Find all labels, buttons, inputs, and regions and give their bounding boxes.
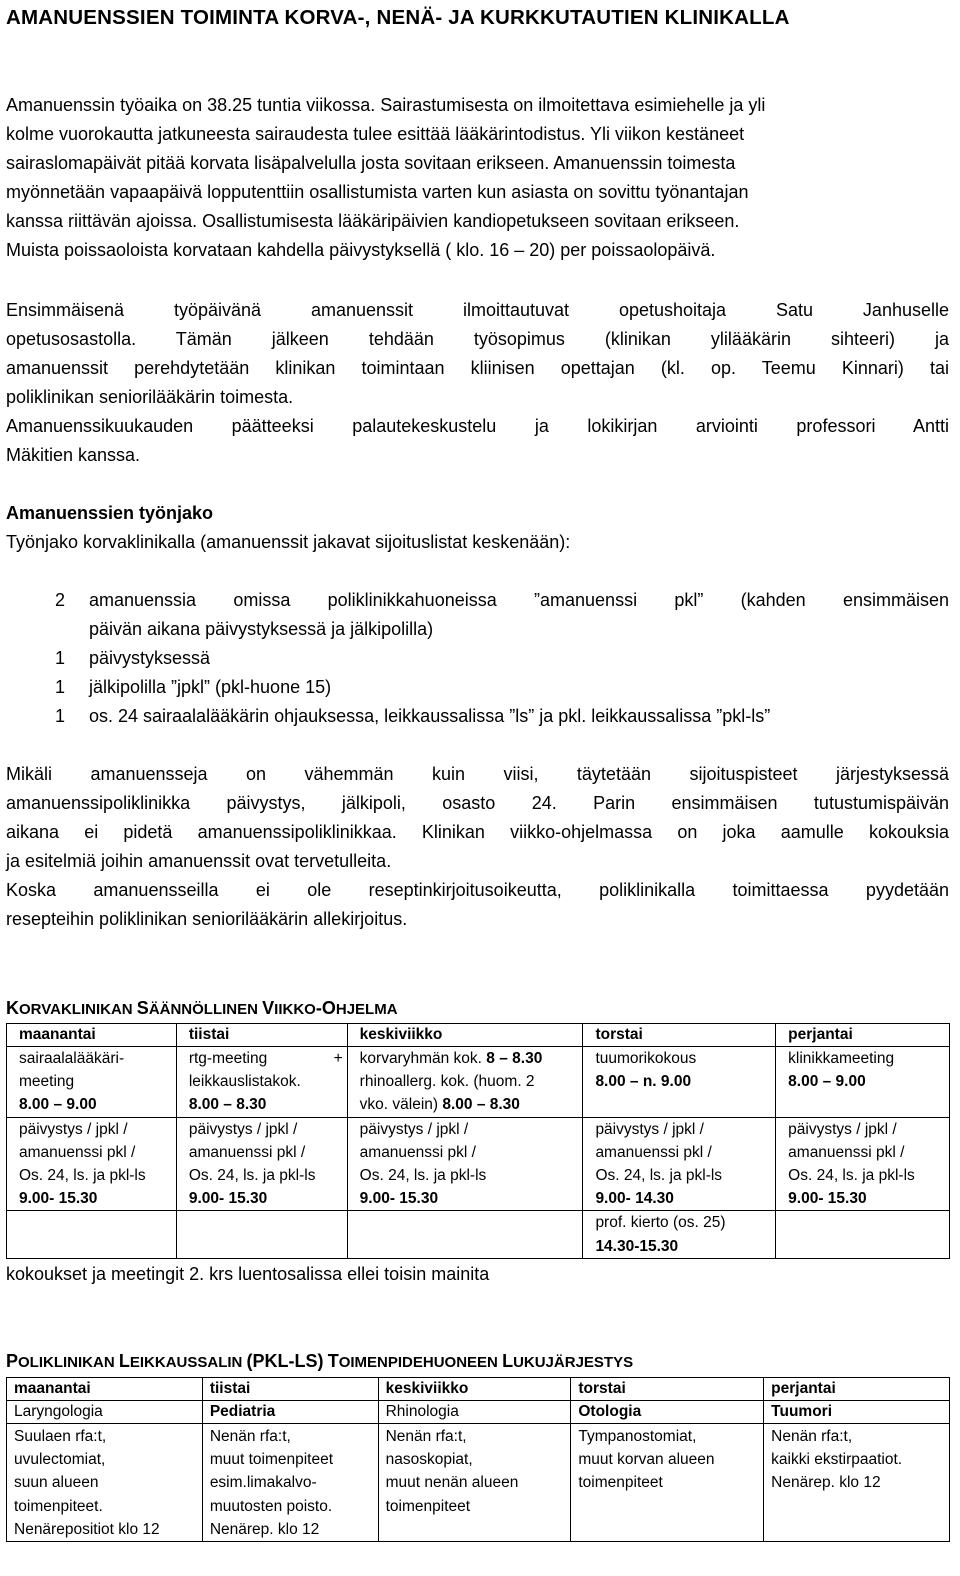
text-line: opetusosastolla. Tämän jälkeen tehdään työsopimus (klinikan ylilääkärin sihteeri) ja [6, 329, 949, 349]
cell-line: amanuenssi pkl / [788, 1143, 905, 1161]
title-initial: K [6, 998, 19, 1018]
cell-text: rtg-meeting [188, 1050, 268, 1067]
cell-line: 9.00- 15.30 [188, 1190, 268, 1208]
list-item-text [89, 673, 949, 702]
text-line: amanuenssit perehdytetään klinikan toimintaan kliinisen opettajan (kl. op. Teemu Kinnari) tai [6, 358, 949, 378]
list-item-count: 1 [55, 706, 66, 726]
specialty-cell: Otologia [571, 1401, 764, 1424]
schedule-cell [583, 1047, 776, 1118]
cell-line: klinikkameeting [788, 1050, 895, 1067]
cell-line: Suulaen rfa:t, [14, 1428, 107, 1445]
text-line: sairaslomapäivät pitää korvata lisäpalvelulla josta sovitaan erikseen. Amanuenssin toimesta [6, 153, 736, 173]
schedule-cell [583, 1117, 776, 1211]
weekly-schedule-title [6, 998, 398, 1019]
schedule-cell [347, 1047, 583, 1118]
list-item-text [89, 702, 949, 731]
title-initial: (PKL-LS) [246, 1351, 324, 1371]
cell-line [360, 1047, 579, 1070]
text-line: myönnetään vapaapäivä lopputenttiin osallistumista varten kun asiasta on sovittu työnantajan [6, 182, 749, 202]
list-item [55, 586, 949, 644]
title-word [327, 1351, 498, 1371]
cell-line: päivystys / jpkl / [595, 1120, 704, 1138]
cell-line: päivystys / jpkl / [359, 1120, 469, 1138]
cell-line: Os. 24, ls. ja pkl-ls [19, 1167, 146, 1185]
cell-line: prof. kierto (os. 25) [595, 1214, 726, 1232]
cell-line: Nenän rfa:t, [385, 1428, 467, 1445]
cell-line: Os. 24, ls. ja pkl-ls [788, 1167, 915, 1185]
text-line: kanssa riittävän ajoissa. Osallistumisesta lääkäripäivien kandiopetukseen sovitaan erikseen. [6, 211, 740, 231]
schedule-cell [776, 1047, 950, 1118]
cell-line: amanuenssi pkl / [188, 1143, 306, 1161]
text-line: resepteihin poliklinikan seniorilääkärin allekirjoitus. [6, 909, 408, 929]
title-rest: HJELMA [335, 1001, 398, 1018]
or-schedule-table [6, 1377, 950, 1542]
text-line: kolme vuorokautta jatkuneesta sairaudesta tulee esittää lääkärintodistus. Yli viikon kestäneet [6, 124, 745, 144]
cell-line [189, 1047, 343, 1070]
specialty-cell: Pediatria [202, 1401, 378, 1424]
title-initial: - [315, 998, 322, 1018]
cell-line: toimenpiteet [578, 1474, 663, 1492]
cell-text: + [333, 1050, 343, 1067]
schedule-cell [347, 1117, 583, 1211]
title-rest: EIKKAUSSALIN [129, 1354, 243, 1371]
procedure-cell [571, 1424, 764, 1542]
day-header: keskiviikko [378, 1378, 571, 1401]
cell-line: Nenärepositiot klo 12 [14, 1520, 160, 1538]
title-rest: OLIKLINIKAN [18, 1354, 115, 1371]
cell-line: sairaalalääkäri- [19, 1050, 125, 1067]
cell-line: Nenärep. klo 12 [209, 1520, 320, 1538]
table-row [7, 1117, 950, 1211]
text-line: ja esitelmiä joihin amanuenssit ovat tervetulleita. [6, 851, 392, 871]
cell-line: meeting [19, 1073, 75, 1091]
specialty-cell: Tuumori [764, 1401, 950, 1424]
schedule-cell [7, 1211, 177, 1258]
cell-line: tuumorikokous [595, 1050, 697, 1067]
title-rest: IIKKO [274, 1001, 316, 1018]
title-rest: OIMENPIDEHUONEEN [338, 1354, 498, 1371]
title-initial: L [502, 1351, 514, 1371]
cell-line: amanuenssi pkl / [359, 1143, 476, 1161]
cell-line: nasoskopiat, [385, 1451, 473, 1469]
cell-line: muut korvan alueen [578, 1451, 715, 1469]
cell-line: 9.00- 15.30 [788, 1190, 867, 1208]
cell-line: uvulectomiat, [14, 1451, 106, 1469]
procedure-cell [202, 1424, 378, 1542]
title-initial: S [136, 998, 149, 1018]
table-header-row [7, 1378, 950, 1401]
list-item [55, 702, 949, 731]
procedure-cell [7, 1424, 203, 1542]
list-item [55, 644, 949, 673]
division-list [55, 586, 949, 731]
cell-line: 8.00 – 9.00 [788, 1073, 866, 1091]
table-row [7, 1211, 950, 1258]
cell-time: 8 – 8.30 [486, 1050, 543, 1067]
title-rest: UKUJÄRJESTYS [513, 1354, 634, 1371]
page-title: AMANUENSSIEN TOIMINTA KORVA-, NENÄ- JA KURKKUTAUTIEN KLINIKALLA [6, 6, 790, 29]
text-line: Mikäli amanuensseja on vähemmän kuin viisi, täytetään sijoituspisteet järjestyksessä [6, 764, 949, 784]
cell-text: vko. välein) [359, 1096, 443, 1114]
schedule-cell [7, 1047, 177, 1118]
cell-line: Os. 24, ls. ja pkl-ls [359, 1167, 487, 1185]
cell-line: 9.00- 15.30 [359, 1190, 439, 1208]
schedule-cell [776, 1211, 950, 1258]
title-word [118, 1351, 243, 1371]
cell-line: Tympanostomiat, [578, 1428, 697, 1445]
cell-line: Nenän rfa:t, [209, 1428, 291, 1445]
title-rest: ORVAKLINIKAN [19, 1001, 133, 1018]
schedule-cell [776, 1117, 950, 1211]
list-item-line: amanuenssia omissa poliklinikkahuoneissa ”amanuenssi pkl” (kahden ensimmäisen [89, 590, 949, 610]
division-heading: Amanuenssien työnjako [6, 503, 214, 523]
cell-text: korvaryhmän kok. [359, 1050, 487, 1067]
division-section [6, 499, 949, 557]
cell-line: päivystys / jpkl / [19, 1120, 128, 1138]
title-word [321, 998, 398, 1018]
title-initial: V [262, 998, 275, 1018]
procedure-cell [764, 1424, 950, 1542]
list-item-line: päivystyksessä [89, 648, 211, 668]
text-line: Mäkitien kanssa. [6, 445, 141, 465]
title-rest: ÄÄNNÖLLINEN [148, 1001, 258, 1018]
title-word [246, 1351, 324, 1371]
cell-line: 9.00- 15.30 [19, 1190, 98, 1208]
day-header: tiistai [176, 1024, 347, 1047]
schedule-cell [176, 1211, 347, 1258]
procedure-cell [378, 1424, 571, 1542]
title-word [136, 998, 258, 1018]
or-schedule-title [6, 1351, 633, 1372]
cell-line: 9.00- 14.30 [595, 1190, 674, 1208]
text-line: Amanuenssikuukauden päätteeksi palautekeskustelu ja lokikirjan arviointi professori Antti [6, 416, 949, 436]
day-header: maanantai [7, 1378, 203, 1401]
cell-line: 8.00 – 9.00 [19, 1096, 97, 1114]
weekly-note: kokoukset ja meetingit 2. krs luentosalissa ellei toisin mainita [6, 1264, 490, 1284]
list-item-line: päivän aikana päivystyksessä ja jälkipolilla) [89, 619, 434, 639]
cell-line [360, 1093, 579, 1116]
cell-line: amanuenssi pkl / [595, 1143, 712, 1161]
text-line: amanuenssipoliklinikka päivystys, jälkipoli, osasto 24. Parin ensimmäisen tutustumispäivän [6, 793, 949, 813]
procedures-row [7, 1424, 950, 1542]
specialty-row [7, 1401, 950, 1424]
weekly-schedule-table [6, 1023, 950, 1259]
cell-line: Nenän rfa:t, [771, 1428, 853, 1445]
list-item-count: 1 [55, 677, 66, 697]
title-initial: P [6, 1351, 19, 1371]
cell-line: muutosten poisto. [209, 1497, 333, 1515]
cell-line: 14.30-15.30 [595, 1237, 679, 1255]
schedule-cell [176, 1047, 347, 1118]
title-initial: O [321, 998, 336, 1018]
cell-line: muut toimenpiteet [209, 1451, 334, 1469]
cell-line: leikkauslistakok. [188, 1073, 301, 1091]
list-item-text [89, 644, 949, 673]
cell-line: amanuenssi pkl / [19, 1143, 136, 1161]
schedule-cell [176, 1117, 347, 1211]
day-header: keskiviikko [347, 1024, 583, 1047]
cell-line: muut nenän alueen [385, 1474, 519, 1492]
specialty-cell: Rhinologia [378, 1401, 571, 1424]
list-item [55, 673, 949, 702]
title-word [262, 998, 316, 1018]
table-row [7, 1047, 950, 1118]
list-item-text [89, 586, 949, 644]
title-word [502, 1351, 634, 1371]
cell-line: Nenärep. klo 12 [771, 1474, 881, 1492]
intro-paragraph [6, 91, 949, 265]
cell-line: toimenpiteet. [14, 1497, 103, 1515]
day-header: perjantai [776, 1024, 950, 1047]
day-header: maanantai [7, 1024, 177, 1047]
day-header: torstai [571, 1378, 764, 1401]
title-word [6, 998, 133, 1018]
cell-line: 8.00 – 8.30 [188, 1096, 267, 1114]
title-initial: T [327, 1351, 339, 1371]
list-item-count: 1 [55, 648, 66, 668]
closing-paragraph [6, 760, 949, 934]
cell-line: Os. 24, ls. ja pkl-ls [188, 1167, 316, 1185]
day-header: perjantai [764, 1378, 950, 1401]
start-paragraph [6, 296, 949, 470]
text-line: poliklinikan seniorilääkärin toimesta. [6, 387, 294, 407]
cell-time: 8.00 – 8.30 [442, 1096, 520, 1114]
cell-line: rhinoallerg. kok. (huom. 2 [359, 1073, 535, 1091]
day-header: torstai [583, 1024, 776, 1047]
text-line: Ensimmäisenä työpäivänä amanuenssit ilmoittautuvat opetushoitaja Satu Janhuselle [6, 300, 949, 320]
cell-line: esim.limakalvo- [209, 1474, 317, 1492]
specialty-cell: Laryngologia [7, 1401, 203, 1424]
list-item-count: 2 [55, 590, 66, 610]
schedule-cell [583, 1211, 776, 1258]
text-line: Koska amanuensseilla ei ole reseptinkirjoitusoikeutta, poliklinikalla toimittaessa pyydetään [6, 880, 949, 900]
cell-line: päivystys / jpkl / [788, 1120, 897, 1138]
table-header-row [7, 1024, 950, 1047]
title-word [6, 1351, 115, 1371]
schedule-cell [7, 1117, 177, 1211]
text-line: Muista poissaoloista korvataan kahdella päivystyksellä ( klo. 16 – 20) per poissaolopäivä. [6, 240, 716, 260]
title-initial: L [118, 1351, 130, 1371]
cell-line: päivystys / jpkl / [188, 1120, 298, 1138]
text-line: aikana ei pidetä amanuenssipoliklinikkaa. Klinikan viikko-ohjelmassa on joka aamulle kokouksia [6, 822, 949, 842]
list-item-line: jälkipolilla ”jpkl” (pkl-huone 15) [89, 677, 332, 697]
cell-line: 8.00 – n. 9.00 [595, 1073, 692, 1091]
day-header: tiistai [202, 1378, 378, 1401]
schedule-cell [347, 1211, 583, 1258]
cell-line: Os. 24, ls. ja pkl-ls [595, 1167, 723, 1185]
division-lead: Työnjako korvaklinikalla (amanuenssit jakavat sijoituslistat keskenään): [6, 532, 571, 552]
text-line: Amanuenssin työaika on 38.25 tuntia viikossa. Sairastumisesta on ilmoitettava esimiehelle ja yli [6, 95, 766, 115]
cell-line: suun alueen [14, 1474, 99, 1492]
cell-line: kaikki ekstirpaatiot. [771, 1451, 903, 1469]
cell-line: toimenpiteet [385, 1497, 471, 1515]
list-item-line: os. 24 sairaalalääkärin ohjauksessa, leikkaussalissa ”ls” ja pkl. leikkaussalissa ”pkl-ls” [89, 706, 771, 726]
